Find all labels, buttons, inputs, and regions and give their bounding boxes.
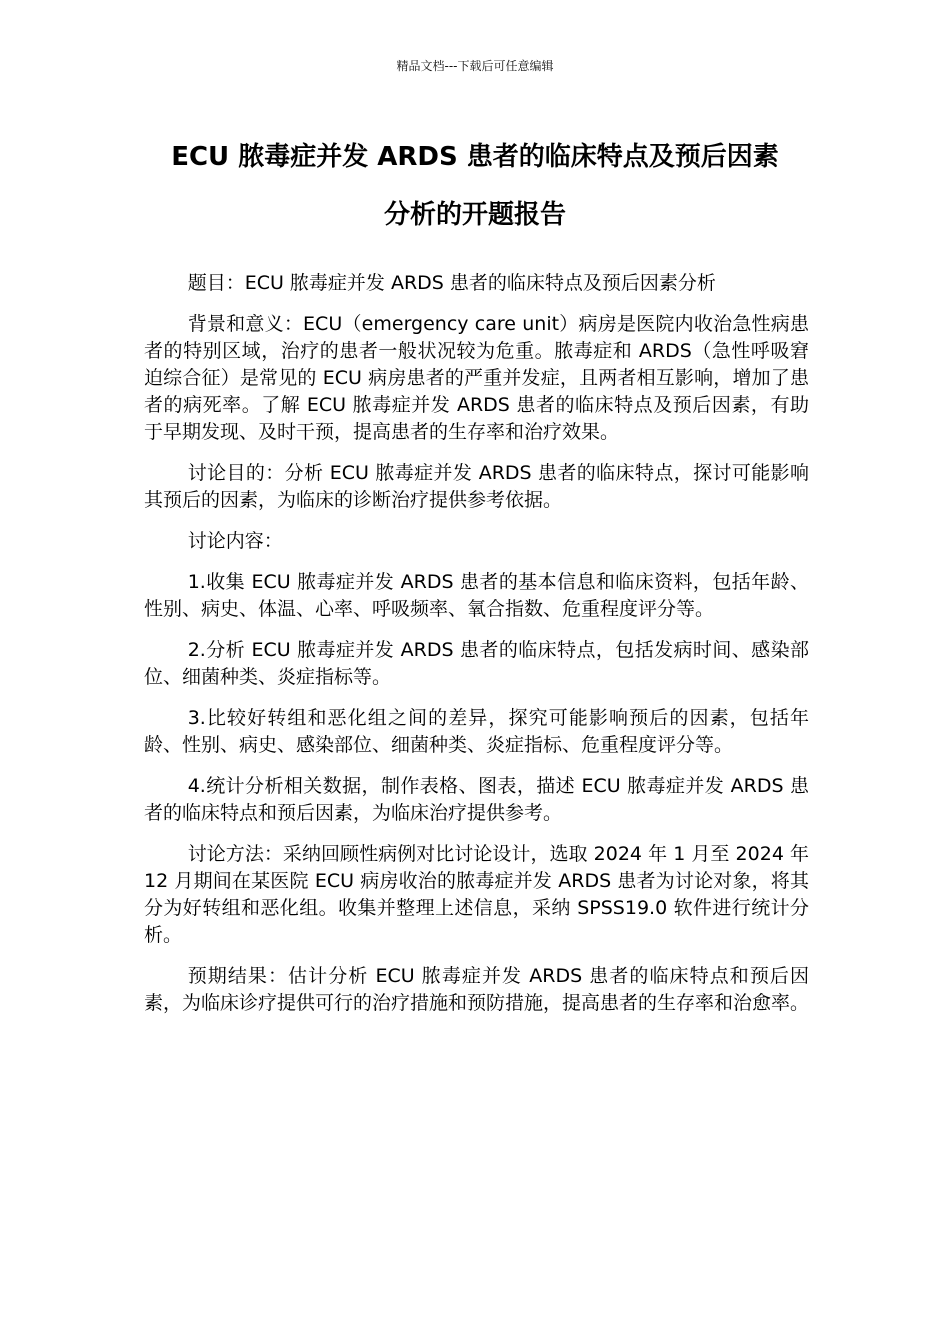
document-title [110, 128, 840, 244]
paragraph-background: 背景和意义：ECU（emergency care unit）病房是医院内收治急性病患者的特别区域，治疗的患者一般状况较为危重。脓毒症和 ARDS（急性呼吸窘迫综合征）是常见的 ECU 病房患者的严重并发症，且两者相互影响，增加了患者的病死率。了解 ECU 脓毒症并发 ARDS 患者的临床特点及预后因素，有助于早期发现、及时干预，提高患者的生存率和治疗效果。 [144, 313, 809, 443]
header-note: 精品文档---下载后可任意编辑 [396, 59, 554, 73]
title-line-1: ECU 脓毒症并发 ARDS 患者的临床特点及预后因素 [171, 142, 779, 172]
paragraph-purpose: 讨论目的：分析 ECU 脓毒症并发 ARDS 患者的临床特点，探讨可能影响其预后的因素，为临床的诊断治疗提供参考依据。 [144, 462, 809, 511]
paragraph-content-item-2: 2.分析 ECU 脓毒症并发 ARDS 患者的临床特点，包括发病时间、感染部位、细菌种类、炎症指标等。 [144, 639, 809, 688]
paragraph-content-heading: 讨论内容： [187, 530, 283, 552]
paragraph-topic: 题目：ECU 脓毒症并发 ARDS 患者的临床特点及预后因素分析 [187, 272, 716, 294]
paragraph-content-item-4: 4.统计分析相关数据，制作表格、图表，描述 ECU 脓毒症并发 ARDS 患者的临床特点和预后因素，为临床治疗提供参考。 [144, 775, 809, 824]
paragraph-content-item-1: 1.收集 ECU 脓毒症并发 ARDS 患者的基本信息和临床资料，包括年龄、性别、病史、体温、心率、呼吸频率、氧合指数、危重程度评分等。 [144, 571, 809, 620]
document-body [144, 270, 809, 1031]
paragraph-content-item-3: 3.比较好转组和恶化组之间的差异，探究可能影响预后的因素，包括年龄、性别、病史、感染部位、细菌种类、炎症指标、危重程度评分等。 [144, 707, 809, 756]
title-line-2: 分析的开题报告 [383, 200, 566, 230]
paragraph-method: 讨论方法：采纳回顾性病例对比讨论设计，选取 2024 年 1 月至 2024 年 12 月期间在某医院 ECU 病房收治的脓毒症并发 ARDS 患者为讨论对象，将其分为好转组和恶化组。收集并整理上述信息，采纳 SPSS19.0 软件进行统计分析。 [144, 843, 809, 946]
paragraph-expected-results: 预期结果：估计分析 ECU 脓毒症并发 ARDS 患者的临床特点和预后因素，为临床诊疗提供可行的治疗措施和预防措施，提高患者的生存率和治愈率。 [144, 965, 810, 1014]
